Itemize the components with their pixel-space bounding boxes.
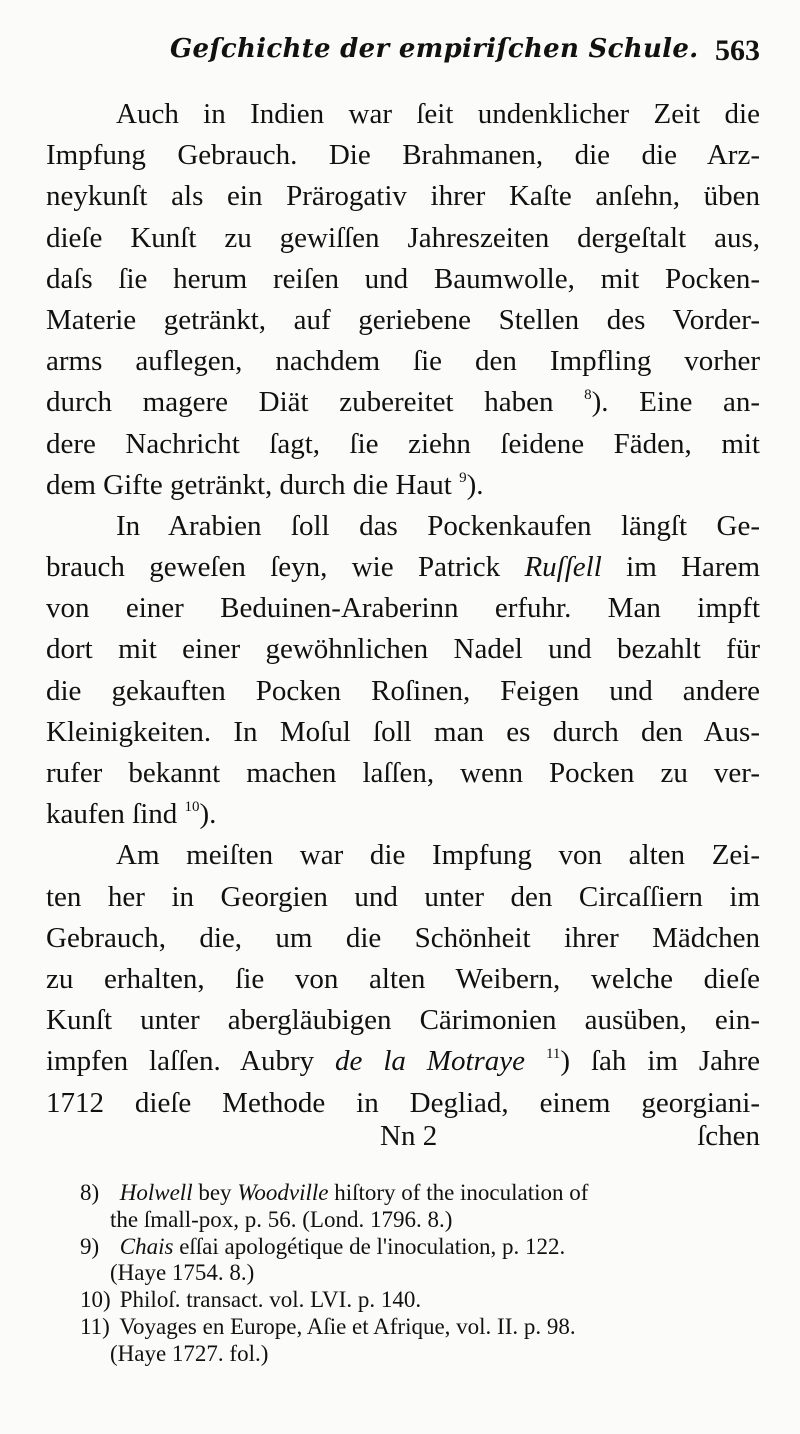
footnote-ref: 10 <box>184 799 200 816</box>
text-line: Auch in Indien war ſeit undenklicher Zeit die <box>116 98 760 130</box>
text-span: im Harem <box>626 551 761 584</box>
footnote-text: Philoſ. transact. vol. LVI. p. 140. <box>119 1287 422 1313</box>
text-line: ten her in Georgien und unter den Circaſſiern im <box>46 880 760 913</box>
text-line: dieſe Kunſt zu gewiſſen Jahreszeiten dergeſtalt aus, <box>46 221 760 254</box>
text-line: In Arabien ſoll das Pockenkaufen längſt Ge- <box>116 509 760 542</box>
text-line: dort mit einer gewöhnlichen Nadel und bezahlt für <box>46 633 760 666</box>
text-line <box>46 465 760 506</box>
text-span: ). <box>466 468 484 501</box>
text-line <box>46 382 760 423</box>
footnote-continuation: (Haye 1727. fol.) <box>110 1340 269 1366</box>
page-number: 563 <box>715 34 760 67</box>
text-line: Gebrauch, die, um die Schönheit ihrer Mädchen <box>46 921 760 954</box>
footnote-ref: 9 <box>459 469 467 486</box>
text-line: arms auflegen, nachdem ſie den Impfling vorher <box>46 345 760 378</box>
catchword: ſchen <box>697 1120 760 1152</box>
footnote-continuation: the ſmall-pox, p. 56. (Lond. 1796. 8.) <box>110 1206 453 1232</box>
text-span: dem Gifte getränkt, durch die Haut <box>46 468 452 501</box>
footnote <box>80 1234 760 1261</box>
person-name: de la Motraye <box>335 1045 526 1078</box>
text-line <box>46 794 760 835</box>
text-span: ) ſah im Jahre <box>560 1045 761 1078</box>
footnote-number: 8) <box>80 1180 100 1205</box>
text-span: ). Eine an- <box>591 386 760 419</box>
footnote-author: Woodville <box>237 1180 329 1205</box>
text-line: 1712 dieſe Methode in Degliad, einem georgiani- <box>46 1086 760 1119</box>
signature-mark: Nn 2 <box>380 1120 438 1152</box>
text-line: Impfung Gebrauch. Die Brahmanen, die die Arz- <box>46 139 760 172</box>
text-line: neykunſt als ein Prärogativ ihrer Kaſte anſehn, üben <box>46 180 760 213</box>
footnote-ref: 11 <box>545 1046 561 1063</box>
footnote-number: 11) <box>80 1313 110 1339</box>
text-line: die gekauften Pocken Roſinen, Feigen und andere <box>46 674 760 707</box>
footnote-author: Holwell <box>119 1180 193 1205</box>
text-line <box>46 547 760 588</box>
text-line: von einer Beduinen-Araberinn erfuhr. Man impft <box>46 592 760 625</box>
text-span: durch magere Diät zubereitet haben <box>46 386 554 419</box>
text-span: kaufen ſind <box>46 798 178 831</box>
footnote <box>80 1287 760 1314</box>
text-line: daſs ſie herum reiſen und Baumwolle, mit Pocken- <box>46 262 760 295</box>
footnote-ref: 8 <box>584 387 592 404</box>
body-text <box>46 94 760 1124</box>
page-foot <box>46 1120 760 1161</box>
text-line: Kunſt unter abergläubigen Cärimonien ausüben, ein- <box>46 1004 760 1037</box>
footnote-text: eſſai apologétique de l'inoculation, p. 122. <box>179 1233 566 1259</box>
text-line: Materie getränkt, auf geriebene Stellen des Vorder- <box>46 303 760 336</box>
text-span: ). <box>199 798 217 831</box>
running-head <box>160 34 760 78</box>
footnote <box>80 1180 760 1207</box>
text-line: rufer bekannt machen laſſen, wenn Pocken zu ver- <box>46 757 760 789</box>
footnote <box>80 1314 760 1341</box>
footnote-author: Chais <box>119 1233 174 1259</box>
footnote-number: 9) <box>80 1233 100 1259</box>
footnote-text: Voyages en Europe, Aſie et Afrique, vol. II. p. 98. <box>119 1313 576 1339</box>
footnote-text: hiſtory of the inoculation of <box>334 1180 589 1205</box>
footnotes <box>80 1180 760 1368</box>
footnote-number: 10) <box>80 1287 111 1313</box>
footnote-text: bey <box>198 1180 232 1205</box>
text-span: impfen laſſen. Aubry <box>46 1045 315 1078</box>
person-name: Ruſſell <box>524 551 602 584</box>
text-line: dere Nachricht ſagt, ſie ziehn ſeidene Fäden, mit <box>46 427 760 460</box>
text-span: brauch geweſen ſeyn, wie Patrick <box>46 551 501 584</box>
text-line: Am meiſten war die Impfung von alten Zei- <box>116 839 760 872</box>
text-line: zu erhalten, ſie von alten Weibern, welche dieſe <box>46 962 760 995</box>
text-line: Kleinigkeiten. In Moſul ſoll man es durch den Aus- <box>46 715 760 748</box>
running-title: Geſchichte der empiriſchen Schule. <box>170 34 699 64</box>
footnote-continuation: (Haye 1754. 8.) <box>110 1260 255 1286</box>
text-line <box>46 1041 760 1082</box>
